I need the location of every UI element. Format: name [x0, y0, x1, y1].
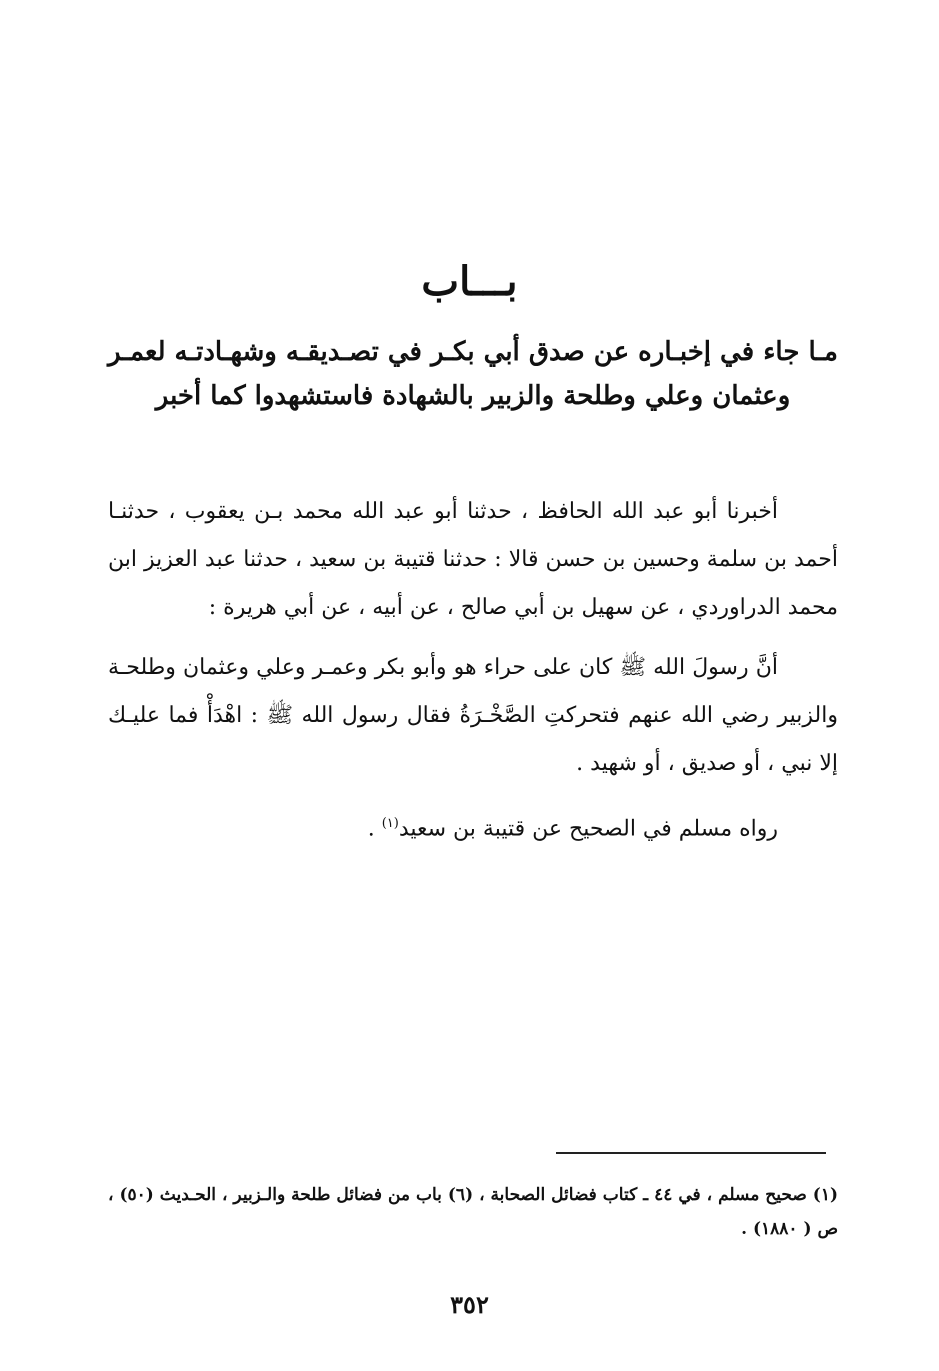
footnote-reference[interactable]: (١)	[381, 816, 399, 831]
chapter-title: مـا جاء في إخبـاره عن صدق أبي بكـر في تصـديقـه وشهـادتـه لعمـر وعثمان وعلي وطلحة والزبير بالشهادة فاستشهدوا كما أخبر	[108, 337, 838, 411]
narration-end: .	[367, 816, 382, 842]
narration-text: رواه مسلم في الصحيح عن قتيبة بن سعيد	[398, 816, 778, 842]
footnote-divider	[556, 1152, 826, 1154]
narration-paragraph	[108, 800, 838, 853]
hadith-chain-paragraph: أخبرنا أبو عبد الله الحافظ ، حدثنا أبو عبد الله محمد بـن يعقوب ، حدثنـا أحمد بن سلمة وحسين بن حسن قالا : حدثنا قتيبة بن سعيد ، حدثنا عبد العزيز ابن محمد الدراوردي ، عن سهيل بن أبي صالح ، عن أبيه ، عن أبي هريرة :	[108, 499, 838, 620]
main-text	[108, 488, 838, 865]
hadith-text-paragraph: أنَّ رسولَ الله ﷺ كان على حراء هو وأبو بكر وعمـر وعلي وعثمان وطلحـة والزبير رضي الله عنهم فتحركتِ الصَّخْـرَةُ فقال رسول الله ﷺ : اهْدَأْ فما عليـك إلا نبي ، أو صديق ، أو شهيد .	[108, 655, 838, 776]
footnote: (١) صحيح مسلم ، في ٤٤ ـ كتاب فضائل الصحابة ، (٦) باب من فضائل طلحة والـزبير ، الحـديث (٥٠) ، ص ( ١٨٨٠) .	[108, 1185, 838, 1239]
chapter-heading: بـــاب	[421, 258, 518, 305]
page-number: ٣٥٢	[450, 1290, 489, 1319]
